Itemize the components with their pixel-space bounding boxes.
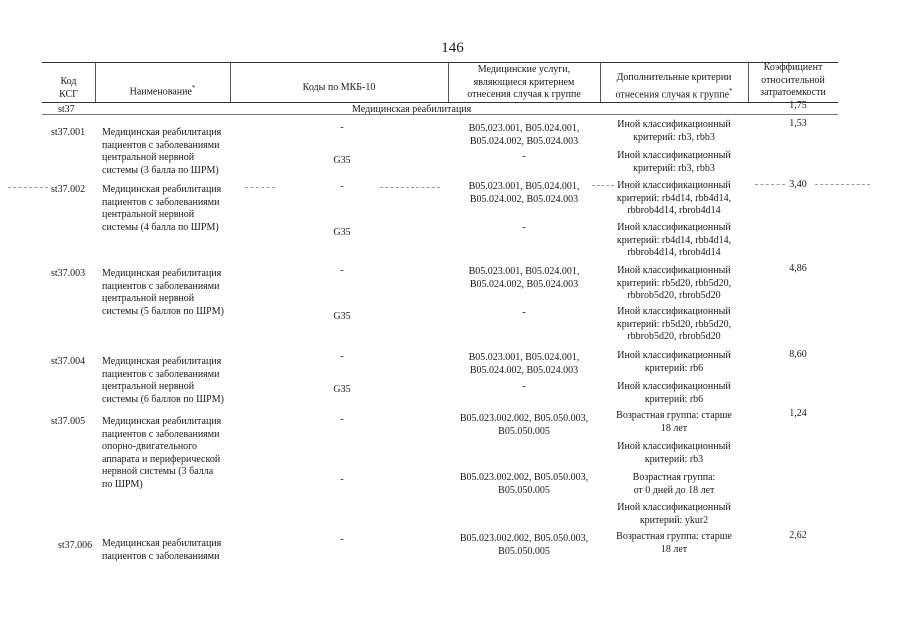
row-coef: 3,40 — [789, 179, 807, 190]
row-criteria: Иной классификационный критерий: rb6 — [617, 381, 731, 405]
row-criteria: Иной классификационный критерий: rb4d14, rbb4d14, rbbrob4d14, rbrob4d14 — [616, 222, 732, 258]
header-criteria: Дополнительные критерии отнесения случая к группе* — [615, 72, 733, 100]
row-criteria: Иной классификационный критерий: rb5d20, rbb5d20, rbbrob5d20, rbrob5d20 — [616, 265, 732, 301]
row-coef: 1,53 — [789, 118, 807, 129]
row-name: Медицинская реабилитация пациентов с заболеваниями центральной нервной системы (5 баллов по ШРМ) — [102, 268, 224, 317]
row-criteria: Иной классификационный критерий: rb4d14, rbb4d14, rbbrob4d14, rbrob4d14 — [616, 180, 732, 216]
row-services: - — [522, 381, 526, 392]
row-services: B05.023.001, B05.024.001, B05.024.002, B05.024.003 — [468, 181, 580, 205]
row-mkb: G35 — [333, 155, 351, 166]
row-code: st37.005 — [51, 416, 86, 427]
header-coef: Коэффициент относительной затратоемкости — [760, 62, 826, 98]
row-criteria: Возрастная группа: старше 18 лет — [616, 410, 732, 434]
row-criteria: Иной классификационный критерий: rb3, rbb3 — [617, 150, 731, 174]
row-criteria: Иной классификационный критерий: ykur2 — [617, 502, 731, 526]
row-criteria: Иной классификационный критерий: rb3 — [617, 441, 731, 465]
row-code: st37.006 — [58, 540, 93, 551]
row-mkb: - — [340, 474, 344, 485]
row-name: Медицинская реабилитация пациентов с заболеваниями — [102, 538, 222, 562]
row-mkb: - — [340, 414, 344, 425]
row-mkb: - — [340, 351, 344, 362]
section-coef: 1,75 — [789, 100, 807, 111]
row-mkb: G35 — [333, 227, 351, 238]
row-code: st37.001 — [51, 127, 86, 138]
row-mkb: G35 — [333, 384, 351, 395]
row-services: B05.023.002.002, B05.050.003, B05.050.005 — [459, 472, 589, 496]
header-mkb: Коды по МКБ-10 — [302, 82, 376, 93]
row-services: B05.023.001, B05.024.001, B05.024.002, B05.024.003 — [468, 266, 580, 290]
header-bottom-rule — [42, 102, 838, 103]
scan-artifact — [8, 187, 48, 188]
row-coef: 2,62 — [789, 530, 807, 541]
row-criteria: Иной классификационный критерий: rb5d20, rbb5d20, rbbrob5d20, rbrob5d20 — [616, 306, 732, 342]
row-services: B05.023.001, B05.024.001, B05.024.002, B05.024.003 — [468, 123, 580, 147]
row-services: B05.023.002.002, B05.050.003, B05.050.005 — [459, 413, 589, 437]
header-top-rule — [42, 62, 838, 63]
scan-artifact — [380, 187, 440, 188]
row-name: Медицинская реабилитация пациентов с заболеваниями центральной нервной системы (4 балла по ШРМ) — [102, 184, 222, 233]
row-mkb: - — [340, 265, 344, 276]
row-name: Медицинская реабилитация пациентов с заболеваниями опорно-двигательного аппарата и периферической нервной системы (3 балла по ШРМ) — [102, 416, 222, 490]
row-code: st37.004 — [51, 356, 86, 367]
row-criteria: Иной классификационный критерий: rb6 — [617, 350, 731, 374]
row-coef: 1,24 — [789, 408, 807, 419]
row-mkb: G35 — [333, 311, 351, 322]
row-services: B05.023.002.002, B05.050.003, B05.050.005 — [459, 533, 589, 557]
row-services: B05.023.001, B05.024.001, B05.024.002, B05.024.003 — [468, 352, 580, 376]
scan-artifact — [245, 187, 275, 188]
row-services: - — [522, 151, 526, 162]
row-name: Медицинская реабилитация пациентов с заболеваниями центральной нервной системы (3 балла по ШРМ) — [102, 127, 222, 176]
header-code: Код КСГ — [59, 76, 78, 100]
row-criteria: Возрастная группа: старше 18 лет — [616, 531, 732, 555]
row-criteria: Иной классификационный критерий: rb3, rbb3 — [617, 119, 731, 143]
row-criteria: Возрастная группа: от 0 дней до 18 лет — [632, 472, 716, 496]
row-code: st37.003 — [51, 268, 86, 279]
row-coef: 8,60 — [789, 349, 807, 360]
row-mkb: - — [340, 181, 344, 192]
row-code: st37.002 — [51, 184, 86, 195]
section-code: st37 — [58, 104, 75, 115]
section-title: Медицинская реабилитация — [352, 104, 472, 115]
row-services: - — [522, 222, 526, 233]
row-mkb: - — [340, 534, 344, 545]
row-services: - — [522, 307, 526, 318]
page-number: 146 — [441, 40, 464, 56]
row-coef: 4,86 — [789, 263, 807, 274]
row-name: Медицинская реабилитация пациентов с заболеваниями центральной нервной системы (6 баллов по ШРМ) — [102, 356, 224, 405]
header-name: Наименование* — [129, 84, 196, 98]
header-services: Медицинские услуги, являющиеся критерием отнесения случая к группе — [467, 64, 581, 100]
row-mkb: - — [340, 122, 344, 133]
